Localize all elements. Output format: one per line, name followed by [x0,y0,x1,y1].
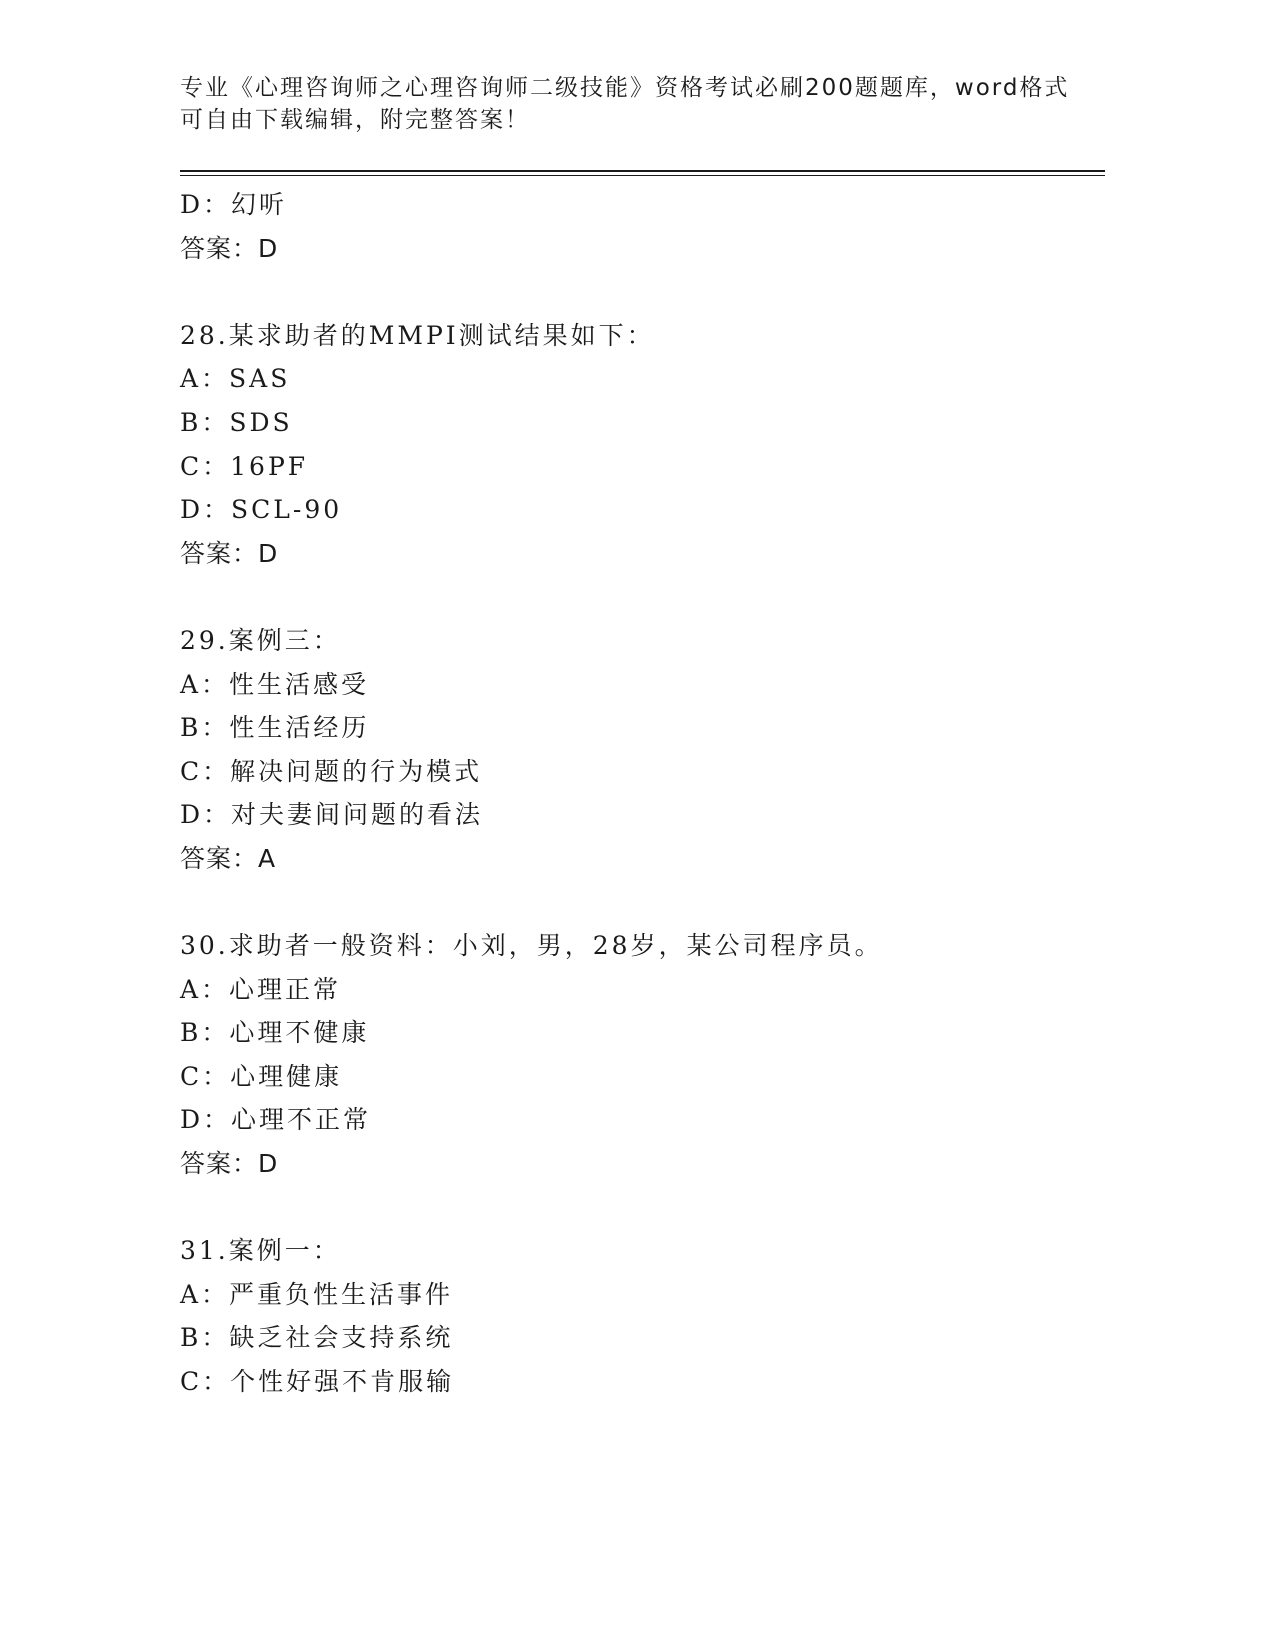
question-29 [180,619,1105,881]
header-line-2: 可自由下载编辑，附完整答案！ [180,107,530,133]
option-b: B：缺乏社会支持系统 [180,1323,454,1353]
option-b: B：心理不健康 [180,1018,370,1048]
option-d: D：SCL-90 [180,495,343,525]
spacer [180,1186,1105,1230]
question-text: 28.某求助者的MMPI测试结果如下： [180,320,655,350]
option-b: B：SDS [180,407,293,437]
question-31 [180,1229,1105,1403]
option-a: A：心理正常 [180,974,342,1004]
option-b: B：性生活经历 [180,713,370,743]
option-d: D：心理不正常 [180,1105,372,1135]
answer: 答案：D [180,233,279,263]
spacer [180,881,1105,925]
question-30 [180,924,1105,1186]
option-c: C：心理健康 [180,1061,343,1091]
question-28 [180,314,1105,576]
option-d: D：幻听 [180,190,288,219]
option-a: A：SAS [180,364,291,394]
option-a: A：严重负性生活事件 [180,1279,454,1309]
option-c: C：个性好强不肯服输 [180,1367,455,1397]
header-divider-thin [180,175,1105,176]
option-c: C：16PF [180,451,309,481]
spacer [180,575,1105,619]
header-divider-thick [180,170,1105,172]
option-a: A：性生活感受 [180,669,370,699]
option-c: C：解决问题的行为模式 [180,756,483,786]
answer: 答案：A [180,843,277,873]
answer: 答案：D [180,538,279,568]
document-header [180,72,1070,136]
question-27 [180,183,1105,270]
option-d: D：对夫妻间问题的看法 [180,800,484,830]
spacer [180,270,1105,314]
header-line-1: 专业《心理咨询师之心理咨询师二级技能》资格考试必刷200题题库，word格式 [180,75,1070,101]
question-list [180,183,1105,1404]
answer: 答案：D [180,1149,279,1179]
question-text: 30.求助者一般资料：小刘，男，28岁，某公司程序员。 [180,931,883,961]
question-text: 29.案例三： [180,625,341,655]
question-text: 31.案例一： [180,1236,341,1266]
